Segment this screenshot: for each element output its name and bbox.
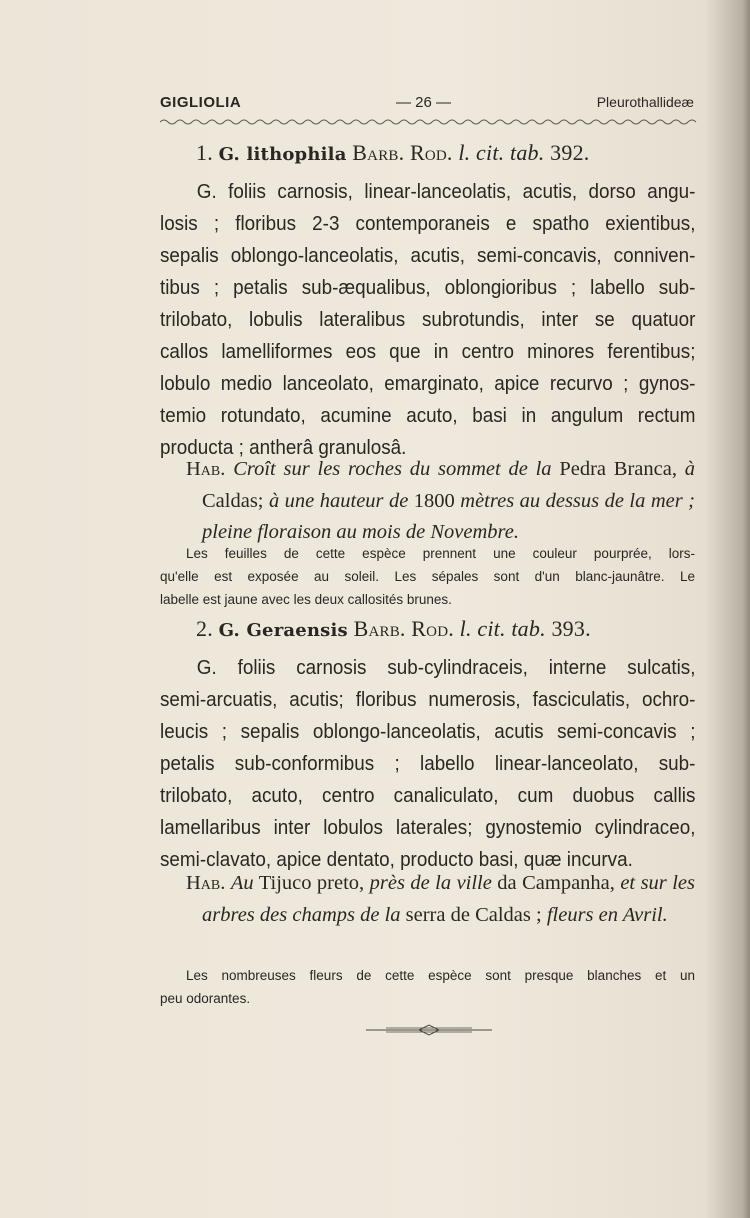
note-line: Les nombreuses fleurs de cette espèce sont presque blanches et un bbox=[186, 968, 695, 983]
habitat-place-name: Pedra Branca, bbox=[551, 458, 677, 480]
species-name: G. Geraensis bbox=[218, 620, 348, 641]
species-description-2 bbox=[160, 652, 695, 876]
habitat-italic-run: Croît sur les roches du sommet de la bbox=[233, 458, 552, 480]
species-plate: 392. bbox=[550, 140, 590, 165]
note-line: Les feuilles de cette espèce prennent une couleur pourprée, lors- bbox=[186, 546, 695, 561]
species-author: Barb. Rod. bbox=[352, 140, 453, 165]
description-line: temio rotundato, acumine acuto, basi in angulum rectum bbox=[160, 404, 696, 427]
note-line: peu odorantes. bbox=[160, 991, 251, 1006]
page-number: — 26 — bbox=[396, 94, 452, 111]
french-note bbox=[160, 542, 695, 611]
habitat-italic-run: fleurs en Avril. bbox=[541, 903, 668, 926]
note-line: qu'elle est exposée au soleil. Les sépales sont d'un blanc-jaunâtre. Le bbox=[160, 569, 695, 584]
habitat-italic-run: à une hauteur de bbox=[263, 489, 409, 512]
habitat-text bbox=[160, 868, 695, 931]
habitat-italic-run: à bbox=[676, 458, 696, 480]
species-citation: l. cit. tab. bbox=[459, 616, 546, 641]
species-description-1 bbox=[160, 176, 695, 464]
habitat-text bbox=[160, 454, 695, 549]
habitat-place-name: serra de Caldas ; bbox=[400, 903, 542, 926]
note-2 bbox=[160, 964, 695, 1010]
species-number: 2. bbox=[196, 616, 213, 641]
description-line: lobulo medio lanceolato, emarginato, apice recurvo ; gynos- bbox=[160, 372, 696, 395]
species-heading bbox=[160, 140, 695, 166]
description-line: callos lamelliformes eos que in centro minores ferentibus; bbox=[160, 340, 696, 363]
habitat-label: Hab. bbox=[186, 458, 226, 480]
species-entry-1 bbox=[160, 140, 695, 166]
description-line: semi-arcuatis, acutis; floribus numerosis, fasciculatis, ochro- bbox=[160, 688, 696, 711]
running-title: GIGLIOLIA bbox=[160, 94, 242, 111]
species-author: Barb. Rod. bbox=[353, 616, 454, 641]
description-line: tibus ; petalis sub-æqualibus, oblongioribus ; labello sub- bbox=[160, 276, 696, 299]
habitat-label: Hab. bbox=[186, 872, 226, 894]
latin-description bbox=[160, 652, 695, 876]
end-ornament bbox=[366, 1022, 492, 1038]
description-line: G. foliis carnosis sub-cylindraceis, interne sulcatis, bbox=[196, 656, 696, 679]
page-header bbox=[160, 94, 698, 118]
description-line: leucis ; sepalis oblongo-lanceolatis, acutis semi-concavis ; bbox=[160, 720, 696, 743]
species-heading bbox=[160, 616, 695, 642]
habitat-italic-run: mètres au dessus de la mer ; pleine floraison au mois de Novembre. bbox=[202, 489, 695, 543]
description-line: trilobato, lobulis lateralibus subrotundis, inter se quatuor bbox=[160, 308, 696, 331]
description-line: sepalis oblongo-lanceolatis, acutis, semi-concavis, conniven- bbox=[160, 244, 696, 267]
description-line: losis ; floribus 2-3 contemporaneis e spatho exientibus, bbox=[160, 212, 696, 235]
description-line: petalis sub-conformibus ; labello linear-lanceolato, sub- bbox=[160, 752, 696, 775]
header-wavy-rule bbox=[160, 117, 698, 127]
habitat-place-name: Caldas; bbox=[202, 489, 264, 512]
species-plate: 393. bbox=[551, 616, 591, 641]
habitat-place-name: Tijuco preto, bbox=[253, 872, 365, 894]
habitat-place-name: 1800 bbox=[408, 489, 455, 512]
species-number: 1. bbox=[196, 140, 213, 165]
habitat-italic-run: et sur les arbres des champs de la bbox=[202, 872, 695, 926]
description-line: G. foliis carnosis, linear-lanceolatis, acutis, dorso angu- bbox=[196, 180, 696, 203]
habitat-1 bbox=[160, 454, 695, 549]
habitat-italic-run: Au bbox=[230, 872, 254, 894]
habitat-body bbox=[202, 458, 695, 543]
species-name: G. lithophila bbox=[218, 144, 347, 165]
description-line: lamellaribus inter lobulos laterales; gynostemio cylindraceo, bbox=[160, 816, 696, 839]
latin-description bbox=[160, 176, 695, 464]
running-family: Pleurothallideæ bbox=[596, 94, 694, 110]
description-line: trilobato, acuto, centro canaliculato, cum duobus callis bbox=[160, 784, 696, 807]
description-line: semi-clavato, apice dentato, producto basi, quæ incurva. bbox=[160, 848, 633, 871]
habitat-body bbox=[202, 872, 695, 926]
habitat-2 bbox=[160, 868, 695, 931]
habitat-place-name: da Campanha, bbox=[491, 872, 615, 894]
habitat-italic-run: près de la ville bbox=[364, 872, 492, 894]
species-citation: l. cit. tab. bbox=[458, 140, 545, 165]
description-line: producta ; antherâ granulosâ. bbox=[160, 436, 407, 459]
french-note bbox=[160, 964, 695, 1010]
note-line: labelle est jaune avec les deux callosités brunes. bbox=[160, 592, 452, 607]
species-entry-2 bbox=[160, 616, 695, 642]
note-1 bbox=[160, 542, 695, 611]
